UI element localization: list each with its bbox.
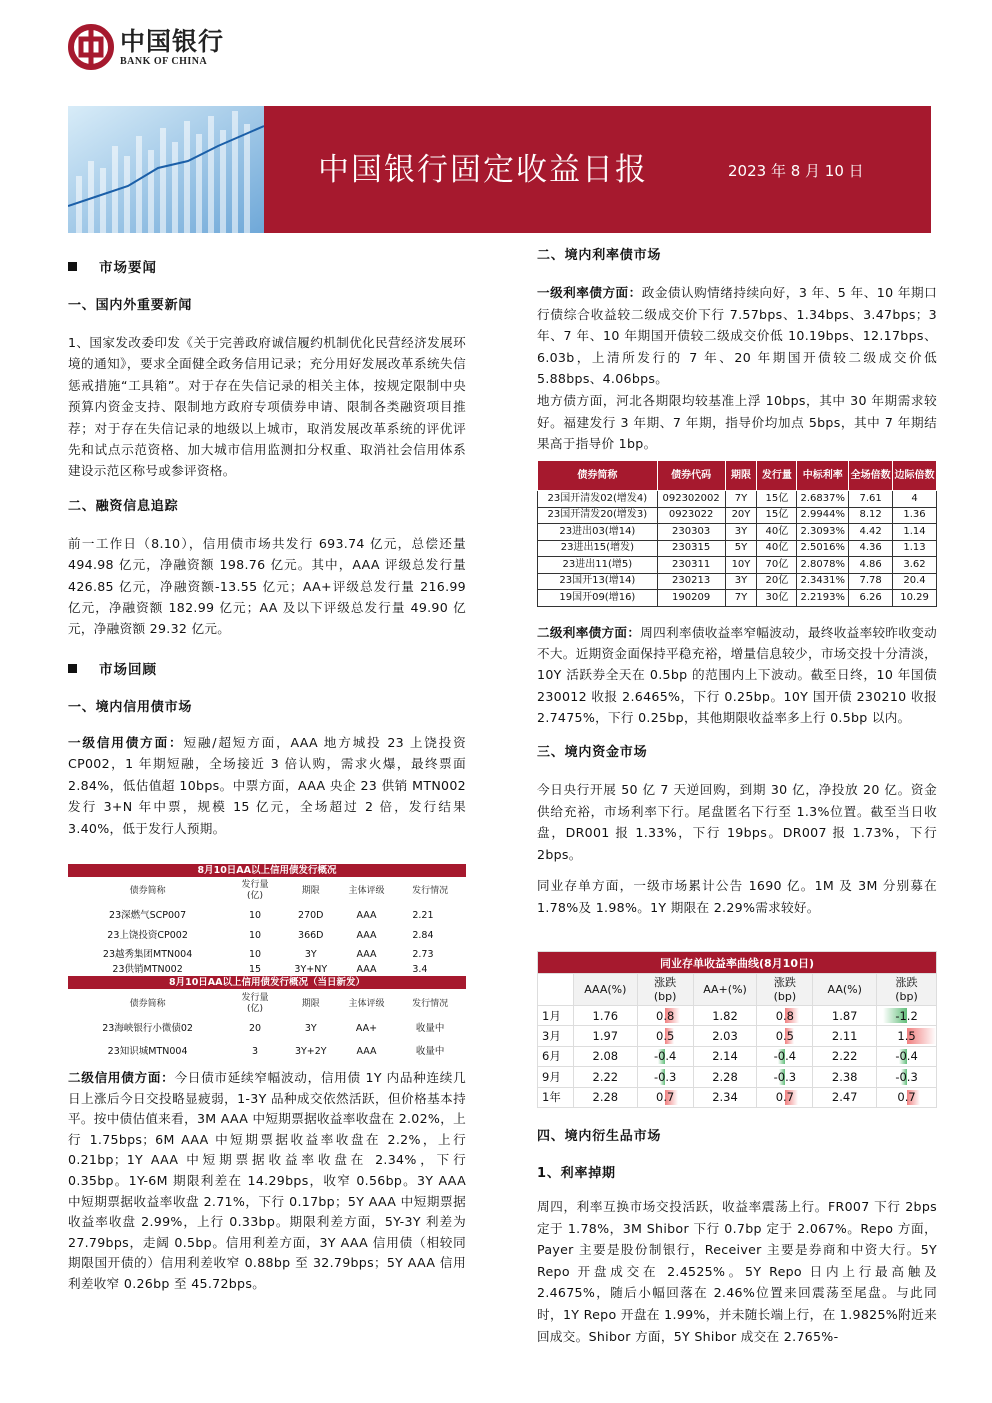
table-row: 23进出11(增5) 230311 10Y 70亿 2.8078% 4.86 3.62 (538, 557, 937, 574)
table-row (538, 1087, 937, 1107)
yield-value: 2.08 (573, 1046, 637, 1066)
change-cell: -0.4 (877, 1046, 937, 1066)
table-row: 23海峡银行小微债02 20 3Y AA+ 收量中 (102, 1023, 445, 1034)
table-c-header: 边际倍数 (893, 461, 937, 491)
table-c-header: 债券代码 (657, 461, 725, 491)
tenor-label: 9月 (538, 1067, 574, 1087)
subsection-news: 一、国内外重要新闻 (68, 298, 193, 313)
change-cell: -0.3 (757, 1067, 813, 1087)
banner-graphic (68, 106, 264, 233)
table-a-caption: 8月10日AA以上信用债发行概况 (68, 864, 466, 877)
right-column-bottom (537, 1126, 937, 1347)
change-cell: 0.7 (757, 1087, 813, 1107)
table-row (538, 1067, 937, 1087)
tenor-label: 1月 (538, 1006, 574, 1026)
left-column (68, 258, 466, 839)
table-a-header: 发行量 (亿) (227, 877, 283, 905)
table-row (538, 1046, 937, 1066)
table-row: 19国开09(增16) 190209 7Y 30亿 2.2193% 6.26 10.29 (538, 590, 937, 607)
bank-logo (68, 22, 258, 72)
yield-value: 2.03 (693, 1026, 757, 1046)
table-b-header: 主体评级 (339, 989, 395, 1019)
change-cell: -0.3 (637, 1067, 693, 1087)
table-row: 23进出15(增发) 230315 5Y 40亿 2.5016% 4.36 1.13 (538, 540, 937, 557)
table-d-header: 涨跌 (bp) (637, 974, 693, 1006)
table-row (538, 1026, 937, 1046)
primary-credit-paragraph: 一级信用债方面：短融/超短方面，AAA 地方城投 23 上饶投资 CP002，1 年期短融，全场接近 3 倍认购，需求火爆，最终票面 2.84%，低估值超 10bps。中票方面，AAA 央企 23 供销 MTN002 发行 3+N 年中票，规模 15 亿元，全场超过 2 倍，发行结果 3.40%，低于发行人预期。 (68, 734, 466, 836)
subsection-credit-market: 一、境内信用债市场 (68, 699, 193, 715)
yield-value: 2.14 (693, 1046, 757, 1066)
table-row: 23进出03(增14) 230303 3Y 40亿 2.3093% 4.42 1.14 (538, 524, 937, 541)
table-row (538, 1006, 937, 1026)
ncd-paragraph: 同业存单方面，一级市场累计公告 1690 亿。1M 及 3M 分别募在 1.78%及 1.98%。1Y 期限在 2.29%需求较好。 (537, 878, 937, 915)
table-c-header: 债券简称 (538, 461, 658, 491)
money-market-paragraph: 今日央行开展 50 亿 7 天逆回购，到期 30 亿，净投放 20 亿。资金供给充裕，市场利率下行。尾盘匿名下行至 1.3%位置。截至当日收盘，DR001 报 1.33%，下行 19bps。DR007 报 1.73%，下行 2bps。 (537, 782, 937, 862)
table-row: 23国开清发02(增发4) 092302002 7Y 15亿 2.6837% 7.61 4 (538, 491, 937, 508)
table-c-header: 发行量 (757, 461, 797, 491)
table-row: 23供销MTN002 15 3Y+NY AAA 3.4 (112, 964, 428, 975)
subsection-financing: 二、融资信息追踪 (68, 498, 179, 514)
table-row: 23上饶投资CP002 10 366D AAA 2.84 (107, 929, 434, 941)
yield-value: 2.38 (813, 1067, 877, 1087)
table-d-header: AAA(%) (573, 974, 637, 1006)
change-cell: -0.4 (757, 1046, 813, 1066)
local-bond-paragraph: 地方债方面，河北各期限均较基准上浮 10bps，其中 30 年期需求较好。福建发行 3 年期、7 年期，指导价均加点 5bps，其中 7 年期结果高于指导价 1bp。 (537, 392, 937, 452)
left-column-bottom (68, 1068, 466, 1295)
yield-value: 1.87 (813, 1006, 877, 1026)
logo-chinese-name: 中国银行 (120, 26, 225, 56)
title-banner (68, 106, 931, 233)
bank-of-china-emblem (68, 24, 114, 70)
yield-value: 1.76 (573, 1006, 637, 1026)
tenor-label: 1年 (538, 1087, 574, 1107)
table-b-header: 期限 (283, 989, 339, 1019)
section-derivatives: 四、境内衍生品市场 (537, 1129, 662, 1144)
section-market-news: 市场要闻 (68, 258, 466, 279)
tenor-label: 3月 (538, 1026, 574, 1046)
rate-bond-issuance-table (537, 460, 937, 607)
change-cell: 0.5 (757, 1026, 813, 1046)
section-rate-bond: 二、境内利率债市场 (537, 248, 662, 263)
table-d-header: AA+(%) (693, 974, 757, 1006)
yield-value: 2.22 (573, 1067, 637, 1087)
change-cell: 0.7 (877, 1087, 937, 1107)
table-a-header: 债券简称 (68, 877, 227, 905)
table-row: 23越秀集团MTN004 10 3Y AAA 2.73 (102, 948, 434, 960)
change-cell: 1.5 (877, 1026, 937, 1046)
logo-english-name: BANK OF CHINA (120, 55, 208, 67)
primary-rate-paragraph: 一级利率债方面：政金债认购情绪持续向好，3 年、5 年、10 年期口行债综合收益较二级成交价下行 7.57bps、1.34bps、3.47bps；3 年、7 年、10 年期国开债较二级成交价低 10.19bps、12.17bps、6.03b，上清所发行的 7 年、20 年期国开债较二级成交价低 5.88bps、4.06bps。 (537, 285, 938, 387)
right-column-mid (537, 622, 937, 919)
subsection-irs: 1、利率掉期 (537, 1166, 616, 1181)
table-b-header: 发行情况 (394, 989, 466, 1019)
yield-value: 2.22 (813, 1046, 877, 1066)
yield-value: 2.28 (693, 1067, 757, 1087)
financing-paragraph: 前一工作日（8.10），信用债市场共发行 693.74 亿元，总偿还量 494.98 亿元，净融资额 198.76 亿元。其中，AAA 评级总发行量 426.85 亿元，净融资额-13.55 亿元；AA+评级总发行量 216.99 亿元，净融资额 182.99 亿元；AA 及以下评级总发行量 49.90 亿元，净融资额 29.32 亿元。 (68, 535, 466, 637)
yield-value: 2.11 (813, 1026, 877, 1046)
section-market-review: 市场回顾 (68, 660, 466, 681)
table-c-header: 中标利率 (797, 461, 849, 491)
table-b-header: 债券简称 (68, 989, 227, 1019)
table-d-header: 涨跌 (bp) (877, 974, 937, 1006)
change-cell: -0.3 (877, 1067, 937, 1087)
report-date: 2023 年 8 月 10 日 (728, 162, 864, 180)
yield-value: 2.34 (693, 1087, 757, 1107)
table-b-caption: 8月10日AA以上信用债发行概况（当日新发） (68, 976, 466, 989)
change-cell: 0.8 (637, 1006, 693, 1026)
change-cell: -1.2 (877, 1006, 937, 1026)
yield-value: 1.82 (693, 1006, 757, 1026)
table-b-header: 发行量 (亿) (227, 989, 283, 1019)
yield-value: 2.47 (813, 1087, 877, 1107)
table-row: 23深燃气SCP007 10 270D AAA 2.21 (109, 909, 434, 921)
table-a-header: 发行情况 (394, 877, 466, 905)
change-cell: -0.4 (637, 1046, 693, 1066)
yield-value: 2.28 (573, 1087, 637, 1107)
swap-paragraph: 周四，利率互换市场交投活跃，收益率震荡上行。FR007 下行 2bps 定于 1.78%，3M Shibor 下行 0.7bp 定于 2.067%。Repo 方面，Payer 主要是股份制银行，Receiver 主要是券商和中资大行。5Y Repo 开盘成交在 2.4525%。5Y Repo 日内上行最高触及 2.4675%，随后小幅回落在 2.46%位置来回震荡至尾盘。与此同时，1Y Repo 开盘在 1.99%，并未随长端上行，在 1.9825%附近来回成交。Shibor 方面，5Y Shibor 成交在 2.765%- (537, 1199, 937, 1344)
section-money-market: 三、境内资金市场 (537, 745, 648, 761)
report-title: 中国银行固定收益日报 (318, 152, 648, 188)
change-cell: 0.5 (637, 1026, 693, 1046)
tenor-label: 6月 (538, 1046, 574, 1066)
secondary-rate-paragraph: 二级利率债方面：周四利率债收益率窄幅波动，最终收益率较昨收变动不大。近期资金面保持平稳充裕，增量信息较少，市场交投十分清淡，10Y 活跃券全天在 0.5bp 的范围内上下波动。截至日终，10 年国债 230012 收报 2.6465%，下行 0.25bp。10Y 国开债 230210 收报 2.7475%，下行 0.25bp，其他期限收益率多上行 0.5bp 以内。 (537, 625, 937, 725)
table-c-header: 期限 (725, 461, 757, 491)
ncd-yield-table (537, 951, 937, 1108)
credit-issuance-tables (68, 864, 466, 1064)
table-d-caption: 同业存单收益率曲线(8月10日) (538, 952, 937, 974)
change-cell: 0.8 (757, 1006, 813, 1026)
table-c-header: 全场倍数 (849, 461, 893, 491)
table-d-header: 涨跌 (bp) (757, 974, 813, 1006)
right-column (537, 245, 937, 455)
table-row: 23国开清发20(增发3) 0923022 20Y 15亿 2.9944% 8.12 1.36 (538, 507, 937, 524)
yield-value: 1.97 (573, 1026, 637, 1046)
table-d-header: AA(%) (813, 974, 877, 1006)
table-row: 23知识城MTN004 3 3Y+2Y AAA 收量中 (107, 1045, 445, 1057)
table-row: 23国开13(增14) 230213 3Y 20亿 2.3431% 7.78 20.4 (538, 573, 937, 590)
table-a-header: 主体评级 (339, 877, 395, 905)
news-paragraph: 1、国家发改委印发《关于完善政府诚信履约机制优化民营经济发展环境的通知》，要求全面健全政务信用记录；充分用好发展改革系统失信惩戒措施“工具箱”。对于存在失信记录的相关主体，按规定限制中央预算内资金支持、限制地方政府专项债券申请、限制各类融资项目推荐；对于存在失信记录的地级以上城市，取消发展改革系统的评优评先和试点示范资格、加大城市信用监测扣分权重、取消社会信用体系建设示范区称号或参评资格。 (68, 335, 466, 479)
secondary-credit-paragraph: 二级信用债方面：今日债市延续窄幅波动，信用债 1Y 内品种连续几日上涨后今日交投略显疲弱，1-3Y 品种成交依然活跃，但价格基本持平。按中债估值来看，3M AAA 中短期票据收益率收盘在 2.02%，上行 1.75bps；6M AAA 中短期票据收益率收盘在 2.2%，上行 0.21bp；1Y AAA 中短期票据收益率收盘在 2.34%，下行 0.35bp。1Y-6M 期限利差在 14.29bps，收窄 0.56bp。3Y AAA 中短期票据收益率收盘 2.71%，下行 0.17bp；5Y AAA 中短期票据收益率收盘 2.99%，上行 0.33bp。期限利差方面，5Y-3Y 利差为 27.79bps，走阔 0.5bp。信用利差方面，3Y AAA 信用债（相较同期限国开债的）信用利差收窄 0.88bp 至 32.79bps；5Y AAA 信用利差收窄 0.26bp 至 45.72bps。 (68, 1070, 466, 1291)
change-cell: 0.7 (637, 1087, 693, 1107)
table-a-header: 期限 (283, 877, 339, 905)
